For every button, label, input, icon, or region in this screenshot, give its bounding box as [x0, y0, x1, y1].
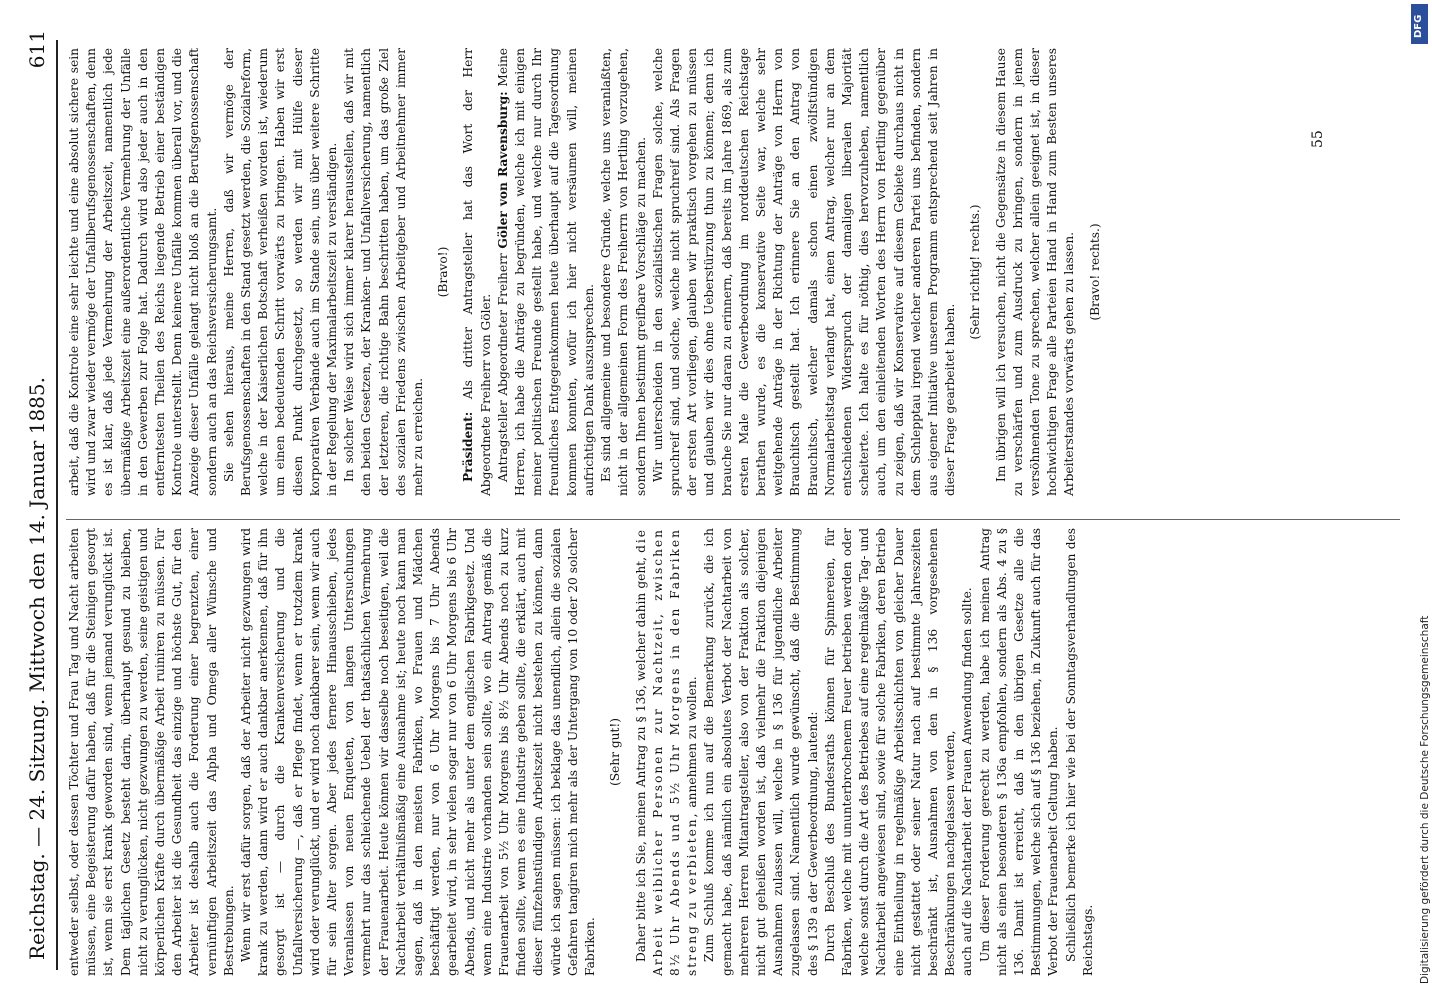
- bravo-note: (Bravo!): [436, 246, 451, 298]
- paragraph: entweder selbst, oder dessen Töchter und Frau Tag und Nacht arbeiten müssen, eine Begeisterung dafür haben, daß für die Steinigen gesorgt ist, wenn sie erst krank geworden sind, wenn jemand verunglückt ist. Dem täglichen Gesetz besteht darin, überhaupt gesund zu bleiben, nicht zu verunglücken, nicht gezwungen zu werden, seine geistigen und körperlichen Kräfte durch übermäßige Arbeit ruiniren zu müssen. Für den Arbeiter ist die Gesundheit das einzige und höchste Gut, für den Arbeiter ist deshalb auch die Forderung einer begrenzten, einer vernünftigen Arbeitszeit das Alpha und Omega aller Wünsche und Bestrebungen.: [67, 528, 236, 976]
- paragraph: In solcher Weise wird sich immer klarer herausstellen, daß wir mit den beiden Gesetzen, der Kranken- und Unfallversicherung, namentlich der letzteren, die richtige Bahn beschritten haben, um das große Ziel des sozialen Friedens zwischen Arbeitgeber und Arbeitnehmer immer mehr zu erreichen.: [342, 48, 426, 496]
- header-rule: [56, 40, 58, 970]
- paragraph: arbeit, daß die Kontrole eine sehr leichte und eine absolut sichere sein wird und zwar wieder vermöge der Unfallberufsgenossenschaften, denn es ist klar, daß jede Vermehrung der Arbeitszeit, namentlich jede übermäßige Arbeitszeit eine außerordentliche Vermehrung der Unfälle in den Gewerben zur Folge hat. Dadurch wird also jeder auch in den entferntesten Theilen des Reichs liegende Betrieb einer beständigen Kontrole unterstellt. Denn keinere Unfälle kommen überall vor, und die Anzeige dieser Unfälle gelangt nicht bloß an die Berufsgenossenschaft sondern auch an das Reichsversicherungsamt.: [67, 48, 219, 496]
- paragraph: Schließlich bemerke ich hier wie bei der Sonntagsverhandlungen des Reichstags.: [1063, 528, 1095, 976]
- text-run: Als dritter Antragsteller hat das Wort der Herr Abgeordnete Freiherr von Göler.: [461, 48, 493, 496]
- paragraph: Es sind allgemeine und besondere Gründe, welche uns veranlaßten, nicht in der allgemeinen Form des Freiherrn von Hertling vorzugehen, sondern Ihnen bestimmt greifbare Vorschläge zu machen.: [599, 48, 648, 496]
- digitization-credit: Digitalisierung gefördert durch die Deutsche Forschungsgemeinschaft: [1419, 615, 1431, 984]
- quoted-paragraph: Durch Beschluß des Bundesraths können für Spinnereien, für Fabriken, welche mit ununterbrochenem Feuer betrieben werden oder welche sonst durch die Art des Betriebes auf eine regelmäßige Tag- und Nachtarbeit angewiesen sind, sowie für solche Fabriken, deren Betrieb eine Eintheilung in regelmäßige Arbeitsschichten von gleicher Dauer nicht gestattet oder seiner Natur nach auf bestimmte Jahreszeiten beschränkt ist, Ausnahmen von den in § 136 vorgesehenen Beschränkungen nachgelassen werden,: [822, 528, 958, 976]
- paragraph: [633, 528, 702, 976]
- paragraph: Um dieser Forderung gerecht zu werden, habe ich meinen Antrag nicht als einen besonderen § 136a empfohlen, sondern als Abs. 4 zu § 136. Damit ist erreicht, daß in den übrigen Gesetze alle die Bestimmungen, welche sich auf § 136 beziehen, in Zukunft auch für das Verbot der Frauenarbeit Geltung haben.: [977, 528, 1061, 976]
- speaker-name: Göler von Ravensburg:: [495, 91, 510, 249]
- paragraph: auch auf die Nachtarbeit der Frauen Anwendung finden sollte.: [960, 587, 975, 976]
- text-run: Meine Herren, ich habe die Anträge zu begründen, welche ich mit einigen meiner politischen Freunde gestellt habe, und welche nur durch Ihr freundliches Entgegenkommen heute überhaupt auf die Tagesordnung kommen konnten, wofür ich hier nicht versäumen will, meinen aufrichtigen Dank auszusprechen.: [495, 47, 596, 496]
- signature-mark: 55: [1310, 130, 1326, 148]
- bravo-note: (Bravo! rechts.): [1087, 223, 1102, 321]
- paragraph: Sie sehen hieraus, meine Herren, daß wir vermöge der Berufsgenossenschaften in den Stand gesetzt werden, die Sozialreform, welche in der Kaiserlichen Botschaft verheißen worden ist, wiederum um einen bedeutenden Schritt vorwärts zu bringen. Haben wir erst diesen Punkt durchgesetzt, so werden wir mit Hülfe dieser korporativen Verbände auch im Stande sein, uns über weitere Schritte in der Regelung der Maximalarbeitszeit zu verständigen.: [221, 48, 340, 496]
- right-column: [66, 48, 1112, 496]
- text-run: annehmen zu wollen.: [685, 676, 700, 812]
- speaker-label: Präsident:: [461, 411, 476, 482]
- applause-note: (Sehr richtig! rechts.): [968, 204, 983, 340]
- digitization-sidebar: [1400, 0, 1432, 1000]
- dfg-logo: [1411, 4, 1428, 44]
- paragraph: Wir unterscheiden in den sozialistischen Fragen solche, welche spruchreif sind, und solche, welche nicht spruchreif sind. Als Fragen der ersten Art vorliegen, glauben wir praktisch vorgehen zu müssen und glauben wir dies ohne Ueberstürzung thun zu können; denn ich brauche Sie nur daran zu erinnern, daß bereits im Jahre 1869, als zum ersten Male die Gewerbeordnung im norddeutschen Reichstage berathen wurde, es die konservative Seite war, welche sehr weitgehende Anträge in der Richtung der Anträge von Herrn von Brauchitsch gestellt hat. Ich erinnere Sie an den Antrag von Brauchitsch, welcher damals schon einen zwölfstündigen Normalarbeitstag verlangt hat, einen Antrag, welcher nur an dem entschiedenen Widerspruch der damaligen liberalen Majorität scheiterte. Ich halte es für nöthig, dies hervorzuheben, namentlich auch, um den einleitenden Worten des Herrn von Hertling gegenüber zu zeigen, daß wir Konservative auf diesem Gebiete durchaus nicht in dem Schlepptau irgend welcher anderen Partei uns befinden, sondern aus eigener Initiative unserem Programm entsprechend seit Jahren in dieser Frage gearbeitet haben.: [650, 48, 958, 496]
- page-number: 611: [25, 30, 49, 69]
- spaced-emphasis: die Arbeit weiblicher Personen zur Nachtzeit, zwischen 8½ Uhr Abends und 5½ Uhr Morgens in den Fabriken streng zu verbieten,: [633, 528, 700, 976]
- dfg-logo-text: DFG: [1413, 14, 1424, 38]
- paragraph: Im übrigen will ich versuchen, nicht die Gegensätze in diesem Hause zu verschärfen und zum Ausdruck zu bringen, sondern in jenem versöhnenden Tone zu sprechen, welcher allein geeignet ist, in dieser hochwichtigen Frage alle Parteien Hand in Hand zum Besten unseres Arbeiterstandes vorwärts gehen zu lassen.: [993, 48, 1077, 496]
- paragraph: Wenn wir erst dafür sorgen, daß der Arbeiter nicht gezwungen wird krank zu werden, dann wird er auch dankbar anerkennen, daß für ihn gesorgt ist — durch die Krankenversicherung und die Unfallversicherung —, daß er Pflege findet, wenn er trotzdem krank wird oder verunglückt, und er wird noch dankbarer sein, wenn wir auch für sein Alter sorgen. Aber jedes fernere Hinausschieben, jedes Veranlassen von neuen Enqueten, von langen Untersuchungen vermehrt nur das schleichende Uebel der thatsächlichen Vermehrung der Frauenarbeit. Heute können wir dasselbe noch beseitigen, weil die Nachtarbeit verhältnißmäßig eine Ausnahme ist; heute noch kann man sagen, daß in den meisten Fabriken, wo Frauen und Mädchen beschäftigt werden, nur von 6 Uhr Morgens bis 7 Uhr Abends gearbeitet wird, in sehr vielen sogar nur von 6 Uhr Morgens bis 6 Uhr Abends, und nicht mehr als unter dem englischen Fabrikgesetz. Und wenn eine Industrie vorhanden sein sollte, wo ein Antrag gemäß die Frauenarbeit von 5½ Uhr Morgens bis 8½ Uhr Abends noch zu kurz finden sollte, wenn es eine Industrie geben sollte, die erklärt, auch mit dieser fünfzehnstündigen Arbeitszeit nicht bestehen zu können, dann würde ich sagen müssen: ich beklage das unendlich, allein die sozialen Gefahren tangiren mich mehr als der Untergang von 10 oder 20 solcher Fabriken.: [239, 528, 598, 976]
- paragraph: Zum Schluß komme ich nun auf die Bemerkung zurück, die ich gemacht habe, daß nämlich ein absolutes Verbot der Nachtarbeit von mehreren Herren Mitantragsteller, also von der Fraktion als solcher, nicht gut geheißen worden ist, daß vielmehr die Fraktion diejenigen Ausnahmen zulassen will, welche in § 136 für jugendliche Arbeiter zugelassen sind. Namentlich wurde gewünscht, daß die Bestimmung des § 139 a der Gewerbeordnung, lautend:: [702, 528, 820, 976]
- paragraph: [495, 48, 598, 496]
- text-run: Daher bitte ich Sie, meinen Antrag zu § 136, welcher dahin geht,: [633, 552, 648, 962]
- paragraph: [460, 48, 494, 496]
- left-column: [66, 528, 1097, 976]
- applause-note: (Sehr gut!): [608, 717, 623, 787]
- text-run: Antragsteller Abgeordneter Freiherr: [495, 248, 510, 482]
- column-divider: [66, 519, 1416, 520]
- running-header: Reichstag. — 24. Sitzung. Mittwoch den 14. Januar 1885.: [25, 377, 49, 960]
